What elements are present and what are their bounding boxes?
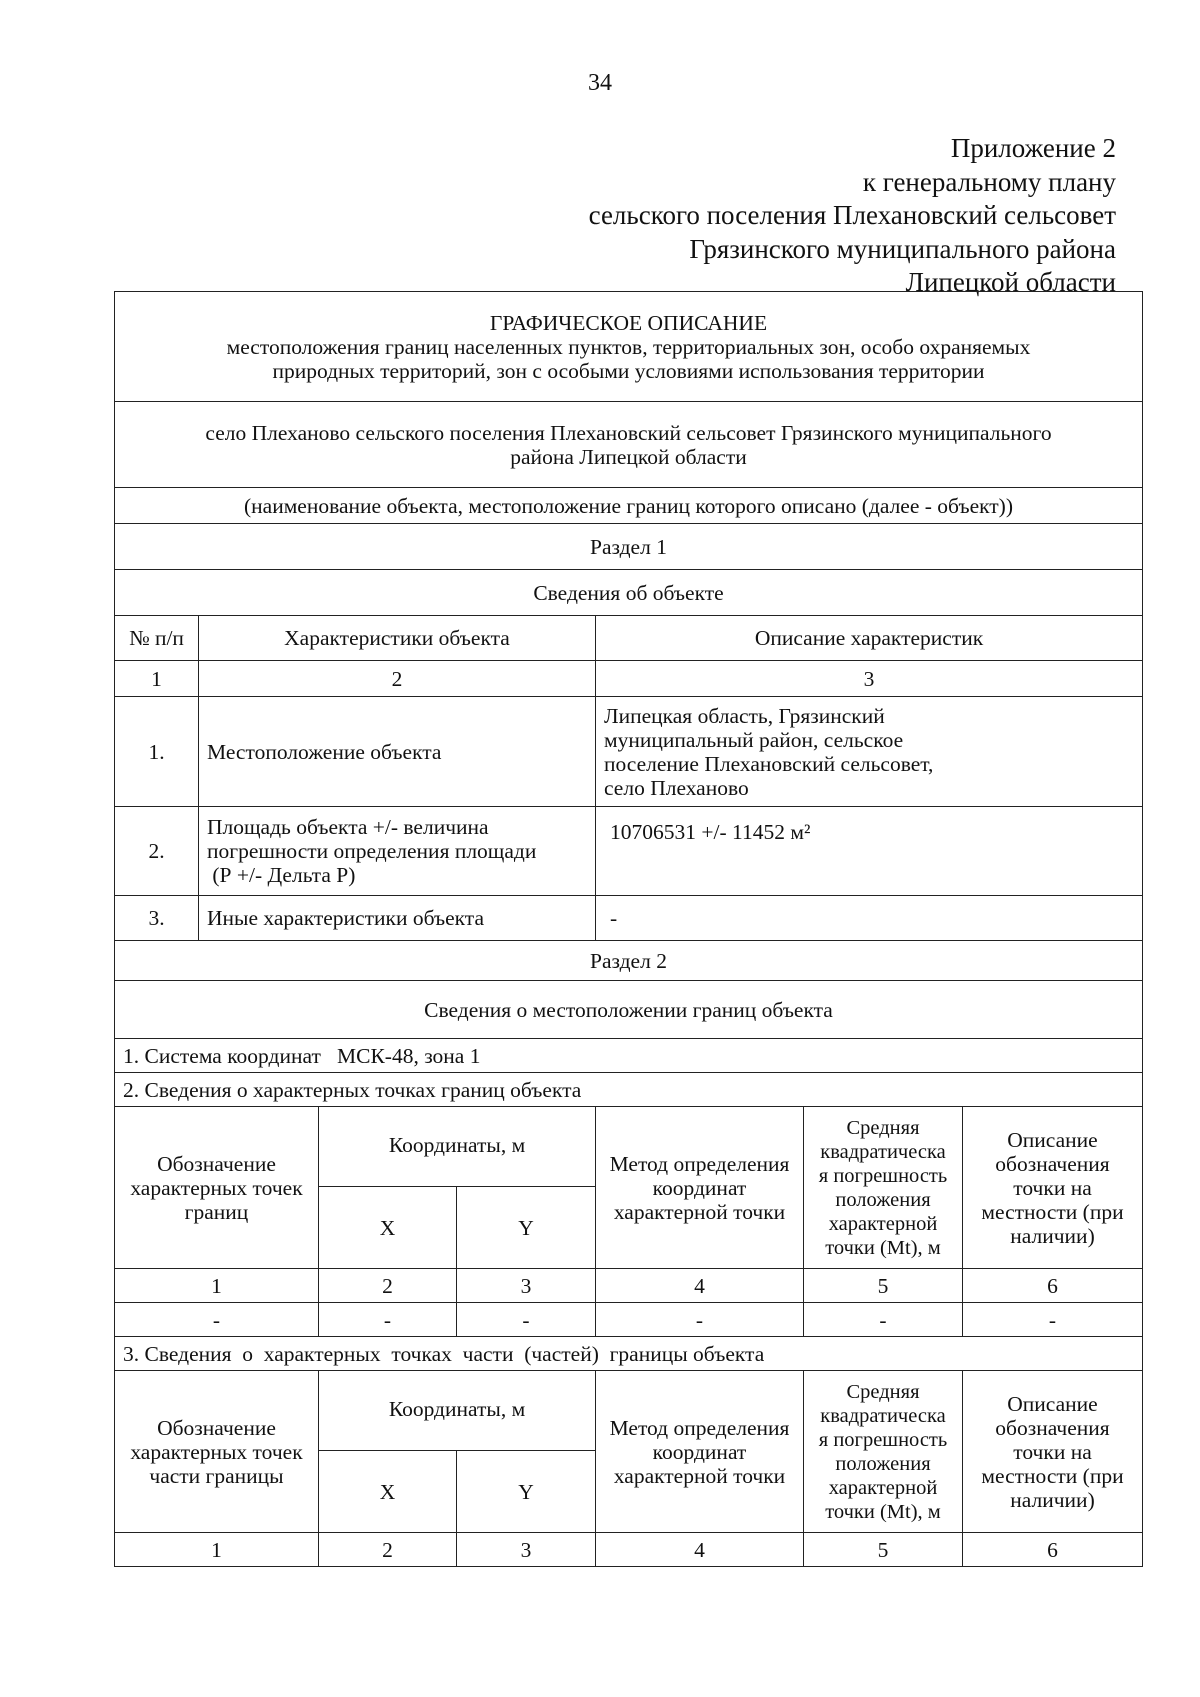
appendix-line: Грязинского муниципального района <box>689 233 1116 264</box>
empty-cell: - <box>457 1303 596 1337</box>
col-number: 5 <box>804 1533 963 1567</box>
col-number: 1 <box>115 1269 319 1303</box>
object-name <box>115 402 1143 488</box>
header-coordinates: Координаты, м <box>319 1371 596 1451</box>
header-text: местности (при <box>981 1463 1124 1488</box>
header-y: Y <box>457 1187 596 1269</box>
header-text: я погрешность <box>818 1428 948 1451</box>
characteristic-cell <box>199 697 596 807</box>
header-text: Метод определения <box>609 1415 790 1440</box>
header-text: положения <box>835 1452 931 1475</box>
table-row <box>115 1303 1143 1337</box>
object-name-line: село Плеханово сельского поселения Плехановский сельсовет Грязинского муниципального <box>205 420 1052 445</box>
col-number: 1 <box>115 661 199 697</box>
header-text: Средняя <box>846 1380 920 1403</box>
description-text: - <box>610 906 618 930</box>
row-number: 3. <box>115 896 199 941</box>
description-cell <box>596 896 1143 941</box>
object-caption: (наименование объекта, местоположение границ которого описано (далее - объект)) <box>115 488 1143 524</box>
col-number: 3 <box>457 1533 596 1567</box>
header-text: положения <box>835 1188 931 1211</box>
characteristic-text: Площадь объекта +/- величина <box>207 815 489 839</box>
header-text: координат <box>652 1439 747 1464</box>
header-point-description <box>963 1107 1143 1269</box>
header-text: характерной точки <box>613 1463 786 1488</box>
col-number: 4 <box>596 1269 804 1303</box>
header-coordinates: Координаты, м <box>319 1107 596 1187</box>
header-x: X <box>319 1187 457 1269</box>
appendix-line: Липецкой области <box>905 267 1116 297</box>
table-row <box>115 807 1143 896</box>
header-text: Описание <box>1007 1127 1098 1152</box>
col-number: 2 <box>319 1533 457 1567</box>
col-number: 1 <box>115 1533 319 1567</box>
appendix-line: сельского поселения Плехановский сельсовет <box>588 200 1116 230</box>
header-text: местности (при <box>981 1199 1124 1224</box>
description-text: Липецкая область, Грязинский <box>604 703 885 728</box>
section2-subtitle: Сведения о местоположении границ объекта <box>115 981 1143 1039</box>
header-text: координат <box>652 1175 747 1200</box>
col-header-number: № п/п <box>115 616 199 661</box>
header-text: квадратическа <box>820 1140 946 1163</box>
col-header-characteristics: Характеристики объекта <box>199 616 596 661</box>
empty-cell: - <box>115 1303 319 1337</box>
points-title: 2. Сведения о характерных точках границ объекта <box>115 1073 1143 1107</box>
row-number: 1. <box>115 697 199 807</box>
header-text: Метод определения <box>609 1151 790 1176</box>
description-text: муниципальный район, сельское <box>604 727 904 752</box>
document-header <box>115 292 1143 402</box>
col-number: 5 <box>804 1269 963 1303</box>
header-error <box>804 1371 963 1533</box>
appendix-block <box>589 132 1116 300</box>
empty-cell: - <box>319 1303 457 1337</box>
header-text: Обозначение <box>157 1151 276 1176</box>
header-y: Y <box>457 1451 596 1533</box>
row-number: 2. <box>115 807 199 896</box>
header-method <box>596 1371 804 1533</box>
characteristic-cell <box>199 807 596 896</box>
col-number: 3 <box>457 1269 596 1303</box>
header-point-description <box>963 1371 1143 1533</box>
description-text: поселение Плехановский сельсовет, <box>604 751 934 776</box>
col-number: 4 <box>596 1533 804 1567</box>
header-text: характерной <box>828 1476 938 1499</box>
empty-cell: - <box>596 1303 804 1337</box>
header-text: наличии) <box>1010 1223 1095 1248</box>
document-title: ГРАФИЧЕСКОЕ ОПИСАНИЕ <box>489 310 768 335</box>
appendix-line: к генеральному плану <box>862 166 1116 197</box>
header-text: обозначения <box>995 1151 1110 1176</box>
header-error <box>804 1107 963 1269</box>
header-text: наличии) <box>1010 1487 1095 1512</box>
document-subtitle: природных территорий, зон с особыми условиями использования территории <box>272 358 985 383</box>
col-header-description: Описание характеристик <box>596 616 1143 661</box>
col-number: 2 <box>199 661 596 697</box>
characteristic-text: (Р +/- Дельта Р) <box>207 863 356 887</box>
header-text: границ <box>184 1199 249 1224</box>
empty-cell: - <box>963 1303 1143 1337</box>
characteristic-text: Иные характеристики объекта <box>207 906 485 930</box>
header-text: я погрешность <box>818 1164 948 1187</box>
header-text: части границы <box>149 1463 284 1488</box>
header-text: характерных точек <box>130 1175 303 1200</box>
characteristic-cell <box>199 896 596 941</box>
header-designation-part <box>115 1371 319 1533</box>
page-number: 34 <box>588 70 612 96</box>
coordinate-system: 1. Система координат МСК-48, зона 1 <box>115 1039 1143 1073</box>
description-cell <box>596 807 1143 896</box>
header-text: характерной <box>828 1212 938 1235</box>
description-text: 10706531 +/- 11452 м² <box>610 820 811 844</box>
col-number: 3 <box>596 661 1143 697</box>
characteristic-text: погрешности определения площади <box>207 839 537 863</box>
col-number: 6 <box>963 1269 1143 1303</box>
header-text: квадратическа <box>820 1404 946 1427</box>
header-text: Описание <box>1007 1391 1098 1416</box>
object-name-line: района Липецкой области <box>510 444 747 469</box>
header-x: X <box>319 1451 457 1533</box>
col-number: 2 <box>319 1269 457 1303</box>
header-text: точки на <box>1013 1439 1092 1464</box>
header-method <box>596 1107 804 1269</box>
empty-cell: - <box>804 1303 963 1337</box>
header-text: характерных точек <box>130 1439 303 1464</box>
table-row <box>115 896 1143 941</box>
col-number: 6 <box>963 1533 1143 1567</box>
header-text: Средняя <box>846 1116 920 1139</box>
header-text: характерной точки <box>613 1199 786 1224</box>
document-subtitle: местоположения границ населенных пунктов, территориальных зон, особо охраняемых <box>226 334 1031 359</box>
appendix-line: Приложение 2 <box>950 133 1116 163</box>
header-text: Обозначение <box>157 1415 276 1440</box>
description-cell <box>596 697 1143 807</box>
parts-title: 3. Сведения о характерных точках части (частей) границы объекта <box>115 1337 1143 1371</box>
graphic-description-table <box>114 291 1143 1567</box>
header-text: точки (Mt), м <box>825 1236 941 1259</box>
section2-title: Раздел 2 <box>115 941 1143 981</box>
characteristic-text: Местоположение объекта <box>207 739 442 764</box>
section1-title: Раздел 1 <box>115 524 1143 570</box>
header-text: обозначения <box>995 1415 1110 1440</box>
header-text: точки (Mt), м <box>825 1500 941 1523</box>
header-designation <box>115 1107 319 1269</box>
section1-subtitle: Сведения об объекте <box>115 570 1143 616</box>
description-text: село Плеханово <box>604 775 749 800</box>
header-text: точки на <box>1013 1175 1092 1200</box>
table-row <box>115 697 1143 807</box>
